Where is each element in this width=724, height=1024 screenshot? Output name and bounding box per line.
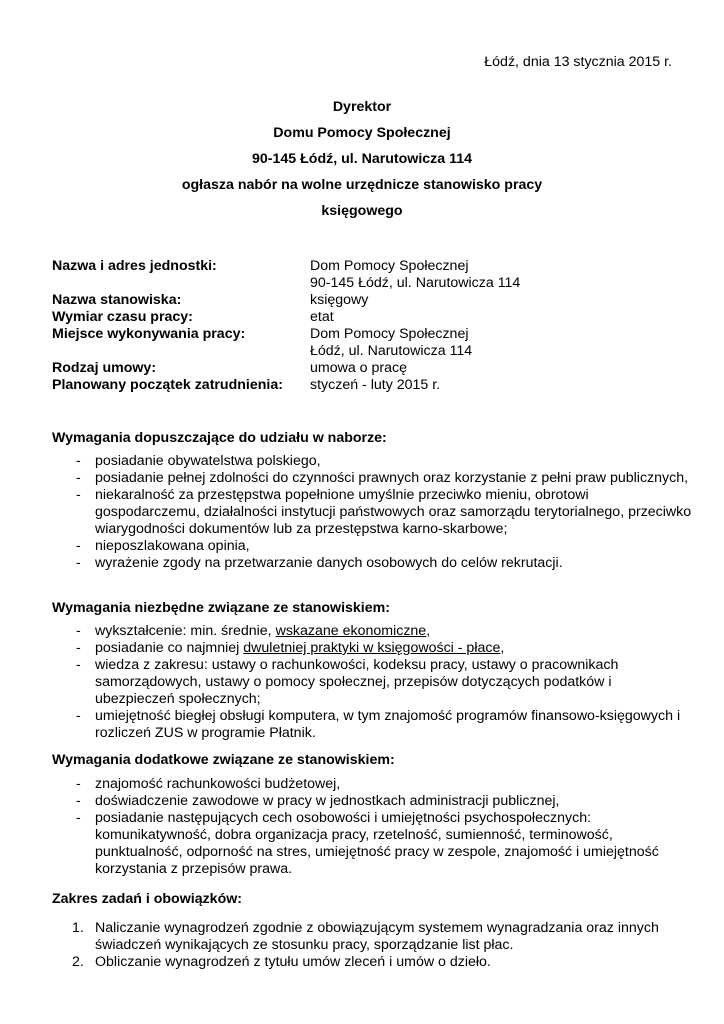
bullet-dash: -: [76, 810, 81, 826]
list-item: [52, 708, 692, 742]
list-item: [52, 810, 692, 878]
bullet-dash: -: [76, 487, 81, 503]
bullet-dash: -: [76, 538, 81, 554]
info-value: [310, 258, 692, 292]
list-item: [52, 487, 692, 538]
list-item: [52, 470, 692, 487]
list-item-text: nieposzlakowana opinia,: [95, 538, 250, 554]
list-item: [52, 793, 692, 810]
info-row-start: [52, 377, 692, 394]
list-item: [52, 640, 692, 657]
info-row-place: [52, 326, 692, 360]
list-item-text: wyrażenie zgody na przetwarzanie danych osobowych do celów rekrutacji.: [95, 555, 563, 571]
list-item-text: wykształcenie: min. średnie,: [95, 623, 276, 639]
list-item: [52, 555, 692, 572]
list-item: [52, 623, 692, 640]
list-item-text: umiejętność biegłej obsługi komputera, w tym znajomość programów finansowo-księgowych i rozliczeń ZUS w programie Płatnik.: [95, 708, 681, 741]
section-title-admission: Wymagania dopuszczające do udziału w naborze:: [52, 430, 387, 446]
heading-line-1: Dyrektor: [332, 99, 392, 115]
job-info-table: [52, 258, 692, 394]
list-item: [52, 776, 692, 793]
list-number: 2.: [72, 954, 84, 970]
list-item-text: doświadczenie zawodowe w pracy w jednostkach administracji publicznej,: [95, 793, 560, 809]
additional-requirements-list: [52, 776, 692, 878]
essential-requirements-list: [52, 623, 692, 742]
info-value-line: Dom Pomocy Społecznej: [310, 258, 469, 274]
bullet-dash: -: [76, 708, 81, 724]
info-value: etat: [310, 309, 334, 325]
section-title-duties: Zakres zadań i obowiązków:: [52, 891, 243, 907]
list-item-text: znajomość rachunkowości budżetowej,: [95, 776, 341, 792]
bullet-dash: -: [76, 640, 81, 656]
list-item-text: Naliczanie wynagrodzeń zgodnie z obowiązującym systemem wynagradzania oraz innych świadczeń wynikających ze stosunku pracy, sporządzanie list płac.: [95, 920, 659, 953]
list-item-text: wiedza z zakresu: ustawy o rachunkowości, kodeksu pracy, ustawy o pracownikach samorządowych, ustawy o pomocy społecznej, przepisów dotyczących podatków i ubezpieczeń społecznych;: [95, 657, 619, 707]
heading-line-5: księgowego: [321, 203, 403, 219]
list-item: [52, 453, 692, 470]
bullet-dash: -: [76, 453, 81, 469]
info-row-position: [52, 292, 692, 309]
list-item: [52, 954, 692, 971]
info-label: Planowany początek zatrudnienia:: [52, 377, 283, 393]
info-label: Miejsce wykonywania pracy:: [52, 326, 246, 342]
info-value-line: 90-145 Łódź, ul. Narutowicza 114: [310, 275, 521, 291]
document-heading: [0, 99, 724, 229]
section-title-additional: Wymagania dodatkowe związane ze stanowiskiem:: [52, 752, 395, 768]
admission-requirements-list: [52, 453, 692, 572]
info-label: Rodzaj umowy:: [52, 360, 157, 376]
list-item-text: posiadanie obywatelstwa polskiego,: [95, 453, 321, 469]
info-value: umowa o pracę: [310, 360, 407, 376]
bullet-dash: -: [76, 623, 81, 639]
info-label: Nazwa stanowiska:: [52, 292, 182, 308]
heading-line-2: Domu Pomocy Społecznej: [273, 125, 451, 141]
underlined-text: wskazane ekonomiczne: [275, 623, 427, 639]
document-date: Łódź, dnia 13 stycznia 2015 r.: [484, 54, 672, 70]
heading-line-4: ogłasza nabór na wolne urzędnicze stanowisko pracy: [181, 177, 543, 193]
list-item: [52, 538, 692, 555]
section-title-essential: Wymagania niezbędne związane ze stanowiskiem:: [52, 600, 390, 616]
duties-list: [52, 920, 692, 971]
info-value: [310, 326, 692, 360]
list-item-text: ,: [426, 623, 431, 639]
list-item-text: posiadanie następujących cech osobowości i umiejętności psychospołecznych: komunikatywność, dobra organizacja pracy, rzetelność, sumienność, terminowość, punktualność, odporność na stres, umiejętność pracy w zespole, znajomość i umiejętność korzystania z przepisów prawa.: [95, 810, 659, 877]
bullet-dash: -: [76, 470, 81, 486]
info-value: księgowy: [310, 292, 369, 308]
info-value-line: Dom Pomocy Społecznej: [310, 326, 469, 342]
list-item-text: Obliczanie wynagrodzeń z tytułu umów zleceń i umów o dzieło.: [95, 954, 491, 970]
bullet-dash: -: [76, 657, 81, 673]
list-number: 1.: [72, 920, 84, 936]
info-row-unit: [52, 258, 692, 292]
list-item-text: posiadanie co najmniej: [95, 640, 244, 656]
underlined-text: dwuletniej praktyki w księgowości - płace: [243, 640, 501, 656]
bullet-dash: -: [76, 776, 81, 792]
list-item-text: niekaralność za przestępstwa popełnione umyślnie przeciwko mieniu, obrotowi gospodarczemu, działalności instytucji państwowych oraz samorządu terytorialnego, przeciwko wiarygodności dokumentów lub za przestępstwa karno-skarbowe;: [95, 487, 692, 537]
info-label: Nazwa i adres jednostki:: [52, 258, 217, 274]
bullet-dash: -: [76, 793, 81, 809]
info-value: styczeń - luty 2015 r.: [310, 377, 441, 393]
info-value-line: Łódź, ul. Narutowicza 114: [310, 343, 473, 359]
list-item: [52, 920, 692, 954]
list-item-text: posiadanie pełnej zdolności do czynności prawnych oraz korzystanie z pełni praw publicznych,: [95, 470, 689, 486]
info-label: Wymiar czasu pracy:: [52, 309, 193, 325]
bullet-dash: -: [76, 555, 81, 571]
list-item-text: ,: [500, 640, 505, 656]
info-row-contract: [52, 360, 692, 377]
list-item: [52, 657, 692, 708]
heading-line-3: 90-145 Łódź, ul. Narutowicza 114: [252, 151, 472, 167]
info-row-time: [52, 309, 692, 326]
